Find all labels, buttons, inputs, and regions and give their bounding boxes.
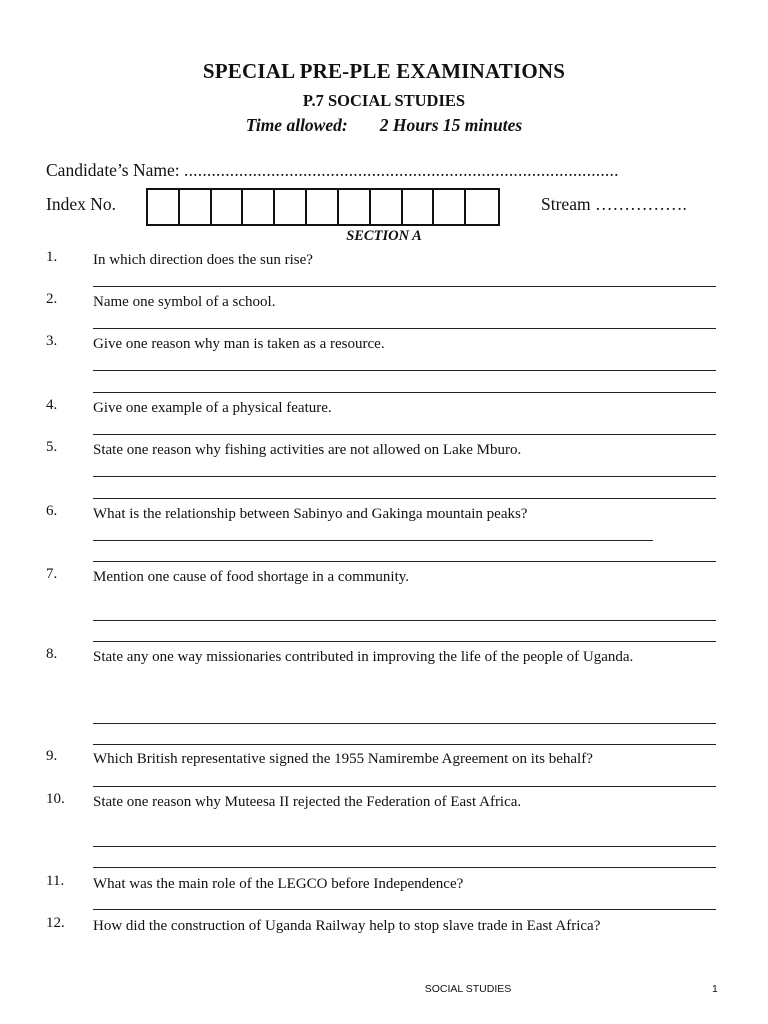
question-number: 10.	[46, 791, 65, 807]
page-number: 1	[712, 983, 718, 995]
time-allowed-value: 2 Hours 15 minutes	[379, 115, 523, 135]
question-text: State one reason why Muteesa II rejected the Federation of East Africa.	[93, 794, 522, 810]
answer-line[interactable]	[93, 620, 716, 621]
index-digit-box[interactable]	[275, 190, 307, 224]
stream-label: Stream	[541, 194, 591, 214]
exam-title: SPECIAL PRE-PLE EXAMINATIONS	[202, 59, 566, 83]
answer-line[interactable]	[93, 286, 716, 287]
question-number: 4.	[46, 397, 58, 413]
index-digit-box[interactable]	[403, 190, 435, 224]
index-number-boxes[interactable]	[146, 188, 500, 226]
index-number-label: Index No.	[46, 194, 116, 214]
answer-line[interactable]	[93, 867, 716, 868]
index-digit-box[interactable]	[148, 190, 180, 224]
exam-subject: P.7 SOCIAL STUDIES	[302, 91, 466, 110]
index-digit-box[interactable]	[243, 190, 275, 224]
question-number: 11.	[46, 873, 65, 889]
footer-subject: SOCIAL STUDIES	[424, 983, 512, 995]
time-allowed-label: Time allowed:	[245, 115, 348, 135]
question-text: State any one way missionaries contributed in improving the life of the people of Uganda.	[93, 649, 634, 665]
index-digit-box[interactable]	[212, 190, 244, 224]
answer-line[interactable]	[93, 328, 716, 329]
question-text: Which British representative signed the 1955 Namirembe Agreement on its behalf?	[93, 751, 593, 767]
answer-line[interactable]	[93, 370, 716, 371]
index-digit-box[interactable]	[307, 190, 339, 224]
answer-line[interactable]	[93, 786, 716, 787]
question-number: 9.	[46, 748, 58, 764]
index-digit-box[interactable]	[180, 190, 212, 224]
section-heading: SECTION A	[346, 228, 422, 244]
answer-line[interactable]	[93, 723, 716, 724]
candidate-name-label: Candidate’s Name:	[46, 160, 180, 180]
question-number: 1.	[46, 249, 58, 265]
question-number: 3.	[46, 333, 58, 349]
answer-line[interactable]	[93, 561, 716, 562]
index-digit-box[interactable]	[339, 190, 371, 224]
answer-line[interactable]	[93, 846, 716, 847]
question-text: Give one example of a physical feature.	[93, 400, 332, 416]
answer-line[interactable]	[93, 909, 716, 910]
question-number: 2.	[46, 291, 58, 307]
time-allowed	[0, 115, 768, 136]
question-text: State one reason why fishing activities are not allowed on Lake Mburo.	[93, 442, 522, 458]
candidate-name-field[interactable]: ...............................................................................................	[184, 160, 619, 180]
question-text: What is the relationship between Sabinyo and Gakinga mountain peaks?	[93, 506, 528, 522]
question-text: Give one reason why man is taken as a resource.	[93, 336, 385, 352]
answer-line[interactable]	[93, 744, 716, 745]
answer-line[interactable]	[93, 392, 716, 393]
candidate-name-line	[46, 160, 619, 181]
question-text: Name one symbol of a school.	[93, 294, 276, 310]
question-number: 6.	[46, 503, 58, 519]
index-digit-box[interactable]	[466, 190, 498, 224]
question-text: Mention one cause of food shortage in a community.	[93, 569, 410, 585]
stream-field[interactable]: …………….	[594, 194, 687, 214]
answer-line[interactable]	[93, 641, 716, 642]
question-number: 8.	[46, 646, 58, 662]
question-text: In which direction does the sun rise?	[93, 252, 313, 268]
answer-line[interactable]	[93, 476, 716, 477]
stream-line	[541, 194, 687, 215]
question-text: What was the main role of the LEGCO before Independence?	[93, 876, 464, 892]
answer-line[interactable]	[93, 434, 716, 435]
index-digit-box[interactable]	[371, 190, 403, 224]
question-text: How did the construction of Uganda Railway help to stop slave trade in East Africa?	[93, 918, 601, 934]
answer-line[interactable]	[93, 498, 716, 499]
question-number: 7.	[46, 566, 58, 582]
question-number: 12.	[46, 915, 65, 931]
question-number: 5.	[46, 439, 58, 455]
index-digit-box[interactable]	[434, 190, 466, 224]
answer-line[interactable]	[93, 540, 653, 541]
